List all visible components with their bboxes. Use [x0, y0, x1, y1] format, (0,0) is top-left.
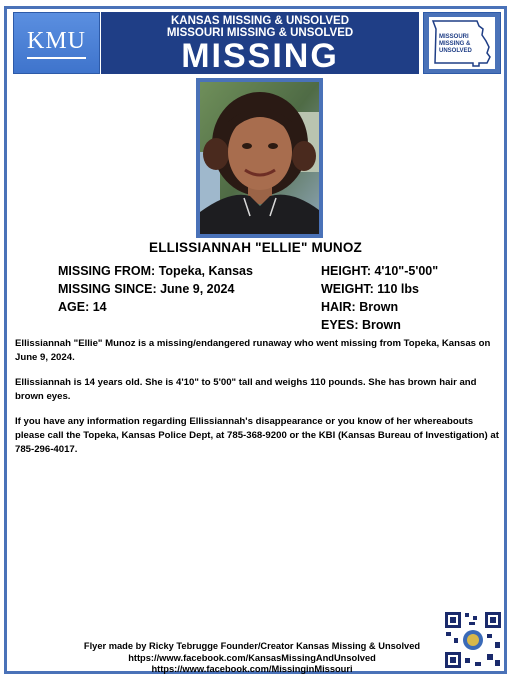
- details-right-column: [321, 262, 438, 334]
- kmu-logo-text: KMU: [27, 28, 86, 59]
- banner-kansas-line: KANSAS MISSING & UNSOLVED: [170, 15, 350, 27]
- flyer-credit: Flyer made by Ricky Tebrugge Founder/Creator Kansas Missing & Unsolved: [83, 641, 421, 651]
- missing-from: MISSING FROM: Topeka, Kansas: [58, 264, 253, 278]
- qr-code-icon[interactable]: [443, 610, 503, 670]
- description-paragraph: Ellissiannah "Ellie" Munoz is a missing/endangered runaway who went missing from Topeka, Kansas on June 9, 2024.: [15, 338, 491, 363]
- person-name: ELLISSIANNAH "ELLIE" MUNOZ: [149, 240, 362, 255]
- missing-person-photo: [196, 78, 323, 238]
- height: HEIGHT: 4'10"-5'00": [321, 264, 439, 278]
- missing-headline: MISSING: [181, 37, 339, 75]
- missing-since: MISSING SINCE: June 9, 2024: [58, 282, 235, 296]
- header-banner: [101, 12, 419, 74]
- weight: WEIGHT: 110 lbs: [321, 282, 419, 296]
- banner-missouri-line: MISSOURI MISSING & UNSOLVED: [166, 27, 354, 39]
- missouri-logo-text: MISSOURI MISSING & UNSOLVED: [439, 34, 472, 54]
- description-paragraph: Ellissiannah is 14 years old. She is 4'10" to 5'00" tall and weighs 110 pounds. She has brown hair and brown eyes.: [15, 377, 477, 402]
- eye-color: EYES: Brown: [321, 318, 401, 332]
- description: [15, 337, 501, 468]
- contact-paragraph: If you have any information regarding Ellissiannah's disappearance or you know of her whereabouts please call the Topeka, Kansas Police Dept, at 785-368-9200 or the KBI (Kansas Bureau of Investigation) at 785-296-4017.: [15, 416, 499, 455]
- footer: [67, 641, 437, 676]
- hair-color: HAIR: Brown: [321, 300, 399, 314]
- kmu-logo: [13, 12, 100, 74]
- details-left-column: [58, 262, 253, 316]
- portrait-image: [200, 82, 319, 234]
- missing-flyer: [4, 6, 507, 674]
- facebook-link-missouri[interactable]: https://www.facebook.com/MissinginMissouri: [151, 664, 353, 674]
- facebook-link-kansas[interactable]: https://www.facebook.com/KansasMissingAndUnsolved: [128, 652, 376, 663]
- age: AGE: 14: [58, 300, 107, 314]
- missouri-logo: [423, 12, 501, 74]
